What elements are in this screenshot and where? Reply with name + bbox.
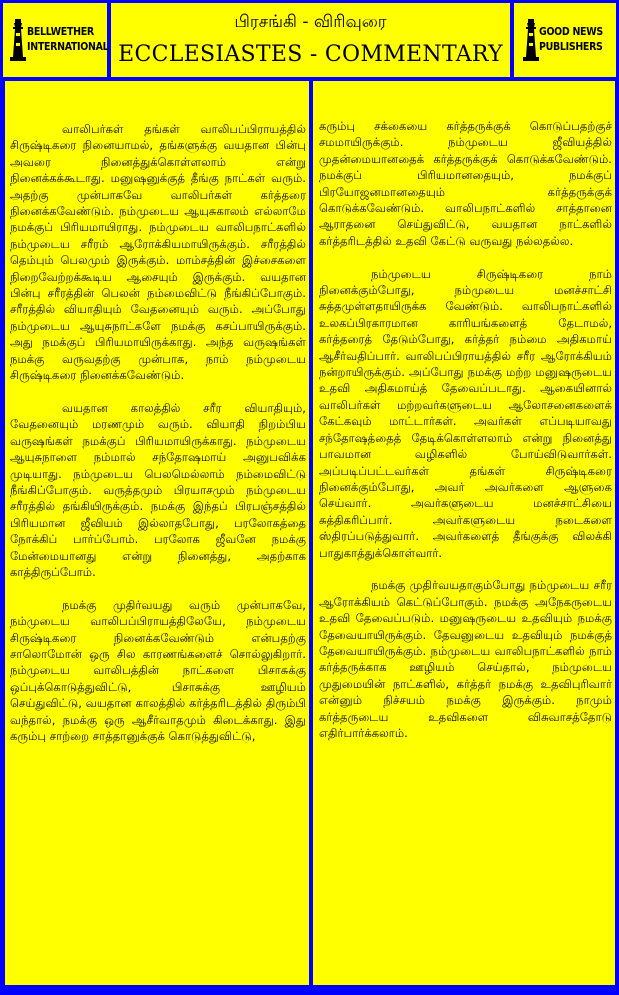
bellwether-logo xyxy=(9,17,109,65)
paragraph: நமக்கு முதிர்வயது வரும் முன்பாகவே, நம்முடைய வாலிபப்பிராயத்திலேயே, நம்முடைய சிருஷ்டிகரை நினைக்கவேண்டும் என்பதற்கு சாலொமோன் ஒரு சில காரணங்களைச் சொல்லுகிறார். நம்முடைய வாலிபத்தின் நாட்களை பிசாசுக்கு ஒப்புக்கொடுத்துவிட்டு, பிசாசுக்கு ஊழியம் செய்துவிட்டு, வயதான காலத்தில் கர்த்தரிடத்தில் திரும்பி வந்தால், நமக்கு ஒரு ஆசீர்வாதமும் கிடைக்காது. இது கரும்பு சாற்றை சாத்தானுக்குக் கொடுத்துவிட்டு, xyxy=(10,597,306,743)
lighthouse-icon xyxy=(522,17,540,65)
left-logo-line2: INTERNATIONAL xyxy=(27,41,109,53)
good-news-logo xyxy=(522,17,614,65)
title-tamil: பிரசங்கி - விரிவுரை xyxy=(234,12,387,32)
right-logo-box xyxy=(514,3,616,77)
left-logo-box xyxy=(3,3,107,77)
lighthouse-icon xyxy=(9,17,27,65)
right-logo-line1: GOOD NEWS xyxy=(539,26,603,38)
left-logo-line1: BELLWETHER xyxy=(27,26,94,38)
paragraph: வாலிபர்கள் தங்கள் வாலிபப்பிராயத்தில் சிருஷ்டிகரை நினையாமல், தங்களுக்கு வயதான பின்பு அவரை நினைத்துக்கொள்ளலாம் என்று நினைக்கக்கூடாது. மனுஷனுக்குத் தீங்கு நாட்கள் வரும். அதற்கு முன்பாகவே வாலிபர்கள் கர்த்தரை நினைக்கவேண்டும். நம்முடைய ஆயுசுகாலம் எல்லாமே நமக்குப் பிரியமாயிராது. நம்முடைய வாலிபநாட்களில் நம்முடைய சரீரம் ஆரோக்கியமாயிருக்கும். சரீரத்தில் தெம்பும் பெலமும் இருக்கும். மாம்சத்தின் இச்சைகளை நிறைவேற்றக்கூடிய ஆசையும் இருக்கும். வயதான பின்பு சரீரத்தின் பெலன் நம்மைவிட்டு நீங்கிப்போகும். சரீரத்தில் வியாதியும் வேதனையும் வரும். அப்போது நம்முடைய ஆயுசுநாட்களே நமக்கு கசப்பாயிருக்கும். அது நமக்குப் பிரியமாயிருக்காது. அந்த வருஷங்கள் நமக்கு வருவதற்கு முன்பாக, நாம் நம்முடைய சிருஷ்டிகரை நினைக்கவேண்டும். xyxy=(10,122,306,383)
left-column xyxy=(5,81,309,985)
paragraph-continued: கரும்பு சக்கையை கர்த்தருக்குக் கொடுப்பதற்குச் சமமாயிருக்கும். நம்முடைய ஜீவியத்தில் முதன்மையானதைக் கர்த்தருக்குக் கொடுக்கவேண்டும். நமக்குப் பிரியமானதையும், நமக்குப் பிரயோஜனமானதையும் கர்த்தருக்குக் கொடுக்கவேண்டும். வாலிபநாட்களில் சாத்தானை ஆராதனை செய்துவிட்டு, வயதான நாட்களில் கர்த்தரிடத்தில் உதவி கேட்டு வருவது நல்லதல்ல. xyxy=(319,119,612,248)
title-box xyxy=(111,3,510,77)
paragraph: நம்முடைய சிருஷ்டிகரை நாம் நினைக்கும்போது, நம்முடைய மனச்சாட்சி சுத்தமுள்ளதாயிருக்க வேண்டும். வாலிபநாட்களில் உலகப்பிரகாரமான காரியங்களைத் தேடாமல், கர்த்தரைத் தேடும்போது, கர்த்தர் நம்மை அதிகமாய் ஆசீர்வதிப்பார். வாலிபப்பிராயத்தில் சரீர ஆரோக்கியம் நன்றாயிருக்கும். அப்போது நமக்கு மற்ற மனுஷருடைய உதவி அதிகமாய்த் தேவைப்படாது. ஆகையினால் வாலிபர்கள் மற்றவர்களுடைய ஆலோசனைகளைக் கேட்கவும் மாட்டார்கள். அவர்கள் எப்படியாவது சந்தோஷத்தைத் தேடிக்கொள்ளலாம் என்று நினைத்து பாவமான வழிகளில் போய்விடுவார்கள். அப்படிப்பட்டவர்கள் தங்கள் சிருஷ்டிகரை நினைக்கும்போது, அவர் அவர்களை ஆளுகை செய்வார். அவர்களுடைய மனச்சாட்சியை சுத்திகரிப்பார். அவர்களுடைய நடைகளை ஸ்திரப்படுத்துவார். அவர்களைத் தீங்குக்கு விலக்கி பாதுகாத்துக்கொள்வார். xyxy=(319,266,612,560)
right-column xyxy=(313,81,615,985)
paragraph: நமக்கு முதிர்வயதாகும்போது நம்முடைய சரீர ஆரோக்கியம் கெட்டுப்போகும். நமக்கு அநேகருடைய உதவி தேவைப்படும். மனுஷருடைய உதவியும் நமக்கு தேவையாயிருக்கும். தேவனுடைய உதவியும் நமக்குத் தேவையாயிருக்கும். நம்முடைய வாலிபநாட்களில் நாம் கர்த்தருக்காக ஊழியம் செய்தால், நம்முடைய முதுமையின் நாட்களில், கர்த்தர் நமக்கு உதவிபுரிவார் என்னும் நிச்சயம் நமக்கு இருக்கும். நாமும் கர்த்தருடைய உதவிகளை விசுவாசத்தோடு எதிர்பார்க்கலாம். xyxy=(319,578,612,740)
title-english: ECCLESIASTES - COMMENTARY xyxy=(118,42,503,67)
right-logo-line2: PUBLISHERS xyxy=(539,41,603,53)
paragraph: வயதான காலத்தில் சரீர வியாதியும், வேதனையும் மரணமும் வரும். வியாதி நிறம்பிய வருஷங்கள் நமக்குப் பிரியமாயிருக்காது. நம்முடைய ஆயுசுநாளை நம்மால் சந்தோஷமாய் அனுபவிக்க முடியாது. நம்முடைய பெலமெல்லாம் நம்மைவிட்டு நீங்கிப்போகும். வருத்தமும் பிரயாசமும் நம்முடைய சரீரத்தில் தங்கியிருக்கும். நமக்கு இந்தப் பிரபஞ்சத்தில் பிரியமான ஜீவியம் இல்லாதபோது, பரலோகத்தை நோக்கிப் பார்ப்போம். பரலோக ஜீவனே நமக்கு மேன்மையானது என்று நினைத்து, அதற்காக காத்திருப்போம். xyxy=(10,400,306,579)
